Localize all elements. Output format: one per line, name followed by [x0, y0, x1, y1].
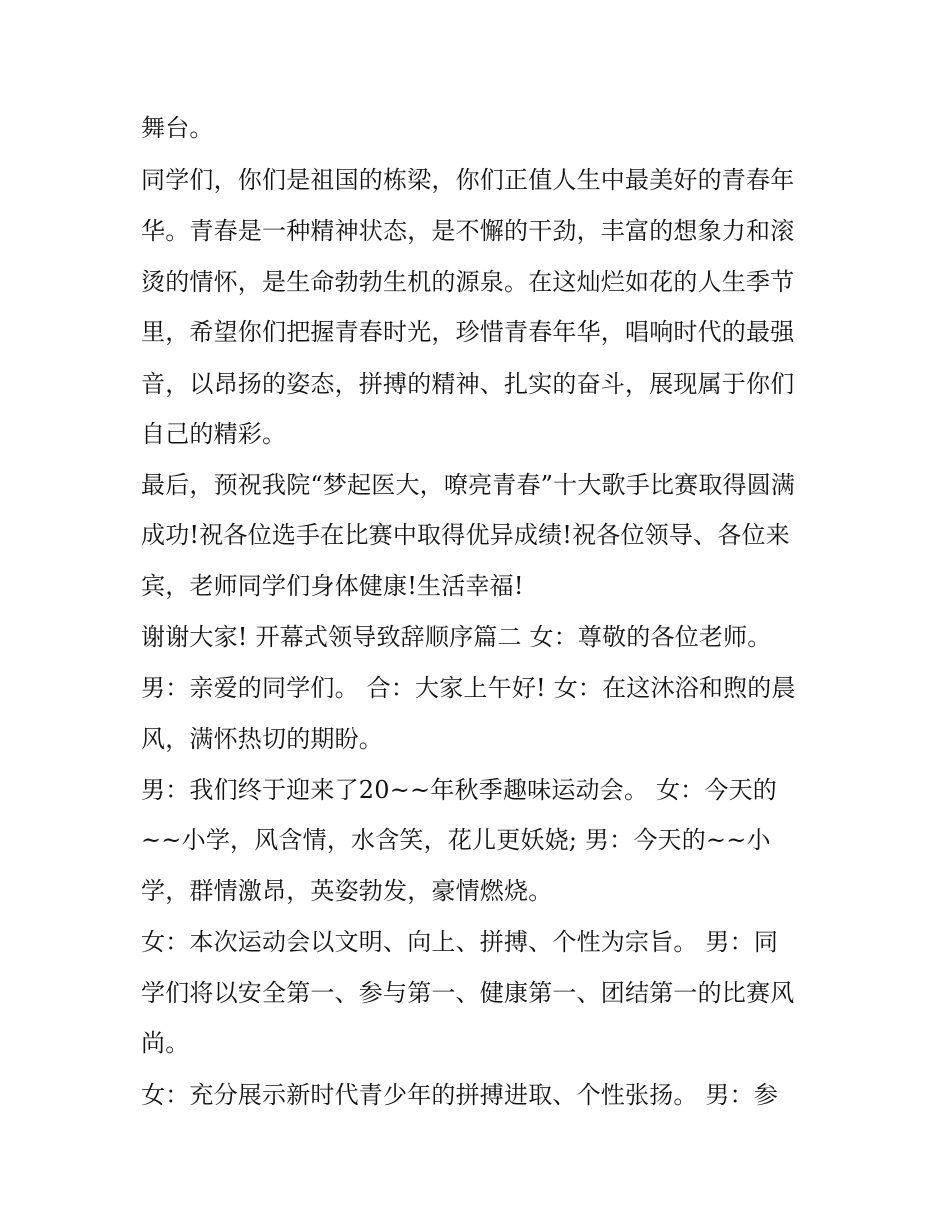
- text-line-17: 女：本次运动会以文明、向上、拼搏、个性为宗旨。 男：同: [141, 928, 779, 956]
- text-line-10: 宾，老师同学们身体健康!生活幸福!: [141, 572, 524, 600]
- text-line-16: 学，群情激昂，英姿勃发，豪情燃烧。: [141, 877, 553, 905]
- text-line-20: 女：充分展示新时代青少年的拼搏进取、个性张扬。 男：参: [141, 1081, 779, 1109]
- text-line-13: 风，满怀热切的期盼。: [141, 725, 383, 753]
- text-line-7: 自己的精彩。: [141, 420, 287, 448]
- text-line-15: ~~小学，风含情，水含笑，花儿更妖娆; 男：今天的~~小: [141, 826, 771, 854]
- text-line-8: 最后，预祝我院“梦起医大，嘹亮青春”十大歌手比赛取得圆满: [141, 471, 796, 499]
- text-line-19: 尚。: [141, 1029, 190, 1057]
- text-line-5: 里，希望你们把握青春时光，珍惜青春年华，唱响时代的最强: [141, 318, 795, 346]
- text-line-1: 舞台。: [141, 114, 214, 142]
- text-line-6: 音，以昂扬的姿态，拼搏的精神、扎实的奋斗，展现属于你们: [141, 370, 795, 398]
- text-line-11: 谢谢大家! 开幕式领导致辞顺序篇二 女：尊敬的各位老师。: [141, 623, 772, 651]
- text-line-2: 同学们，你们是祖国的栋梁，你们正值人生中最美好的青春年: [141, 166, 795, 194]
- text-line-4: 烫的情怀，是生命勃勃生机的源泉。在这灿烂如花的人生季节: [141, 268, 795, 296]
- text-line-14: 男：我们终于迎来了20~~年秋季趣味运动会。 女：今天的: [141, 776, 777, 804]
- text-line-18: 学们将以安全第一、参与第一、健康第一、团结第一的比赛风: [141, 979, 795, 1007]
- text-line-12: 男：亲爱的同学们。 合：大家上午好! 女：在这沐浴和煦的晨: [141, 674, 796, 702]
- text-line-9: 成功!祝各位选手在比赛中取得优异成绩!祝各位领导、各位来: [141, 521, 790, 549]
- text-line-3: 华。青春是一种精神状态，是不懈的干劲，丰富的想象力和滚: [141, 217, 795, 245]
